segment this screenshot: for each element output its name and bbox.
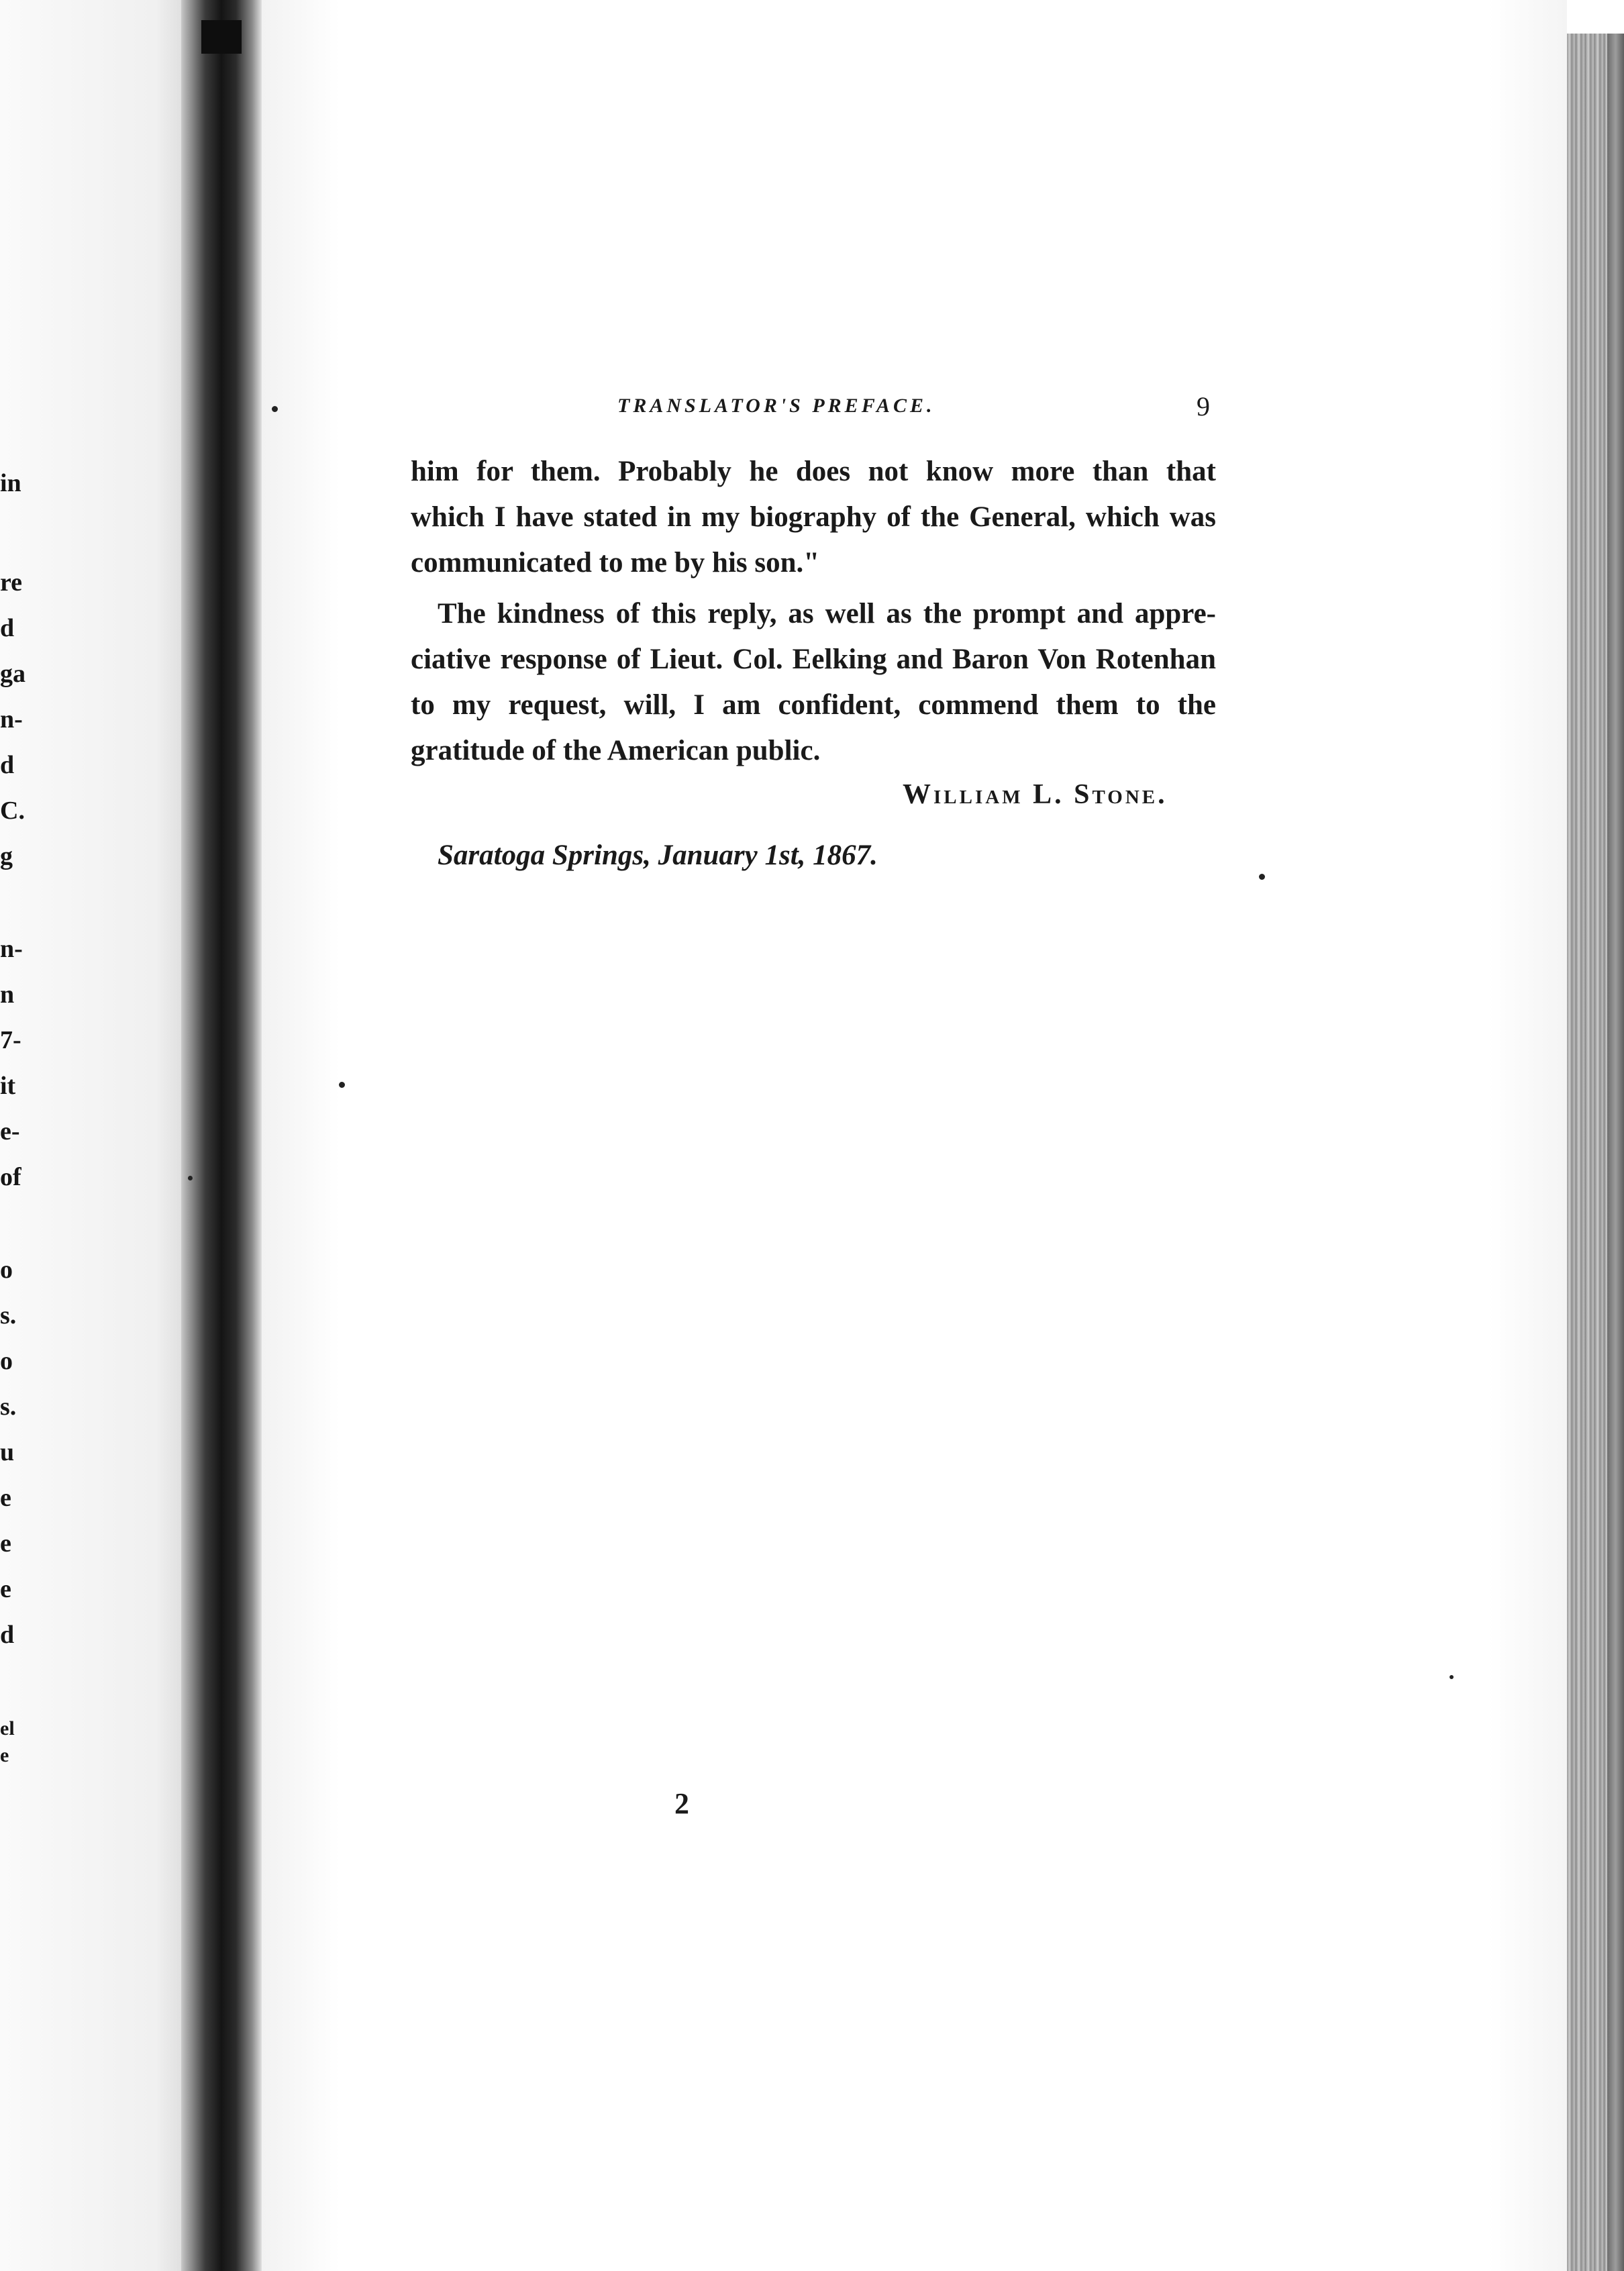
previous-page-fragment: g — [0, 842, 13, 870]
text-line: The kindness of this reply, as well as the prompt and appre- — [438, 598, 1216, 629]
book-page — [262, 0, 1567, 2271]
ink-speck — [1450, 1675, 1454, 1679]
binding-gutter-shadow — [181, 0, 262, 2271]
page-number: 9 — [1197, 391, 1210, 421]
place-and-date: Saratoga Springs, January 1st, 1867. — [438, 840, 878, 871]
text-line: to my request, will, I am confident, commend them to the — [411, 689, 1216, 721]
previous-page-fragment: el — [0, 1717, 15, 1739]
previous-page-fragment: of — [0, 1163, 21, 1191]
previous-page-fragment: 7- — [0, 1026, 21, 1054]
previous-page-fragment: C. — [0, 797, 25, 825]
ink-speck — [1259, 874, 1265, 880]
previous-page-fragment: re — [0, 568, 23, 597]
cover-edge — [1607, 34, 1624, 2271]
previous-page-fragment: d — [0, 751, 15, 779]
previous-page-fragment: n — [0, 980, 15, 1009]
previous-page-fragment: e — [0, 1575, 11, 1603]
previous-page-fragment: s. — [0, 1393, 17, 1421]
previous-page-fragment: e- — [0, 1117, 20, 1146]
previous-page-fragment: n- — [0, 705, 23, 734]
previous-page-fragment: e — [0, 1529, 11, 1558]
text-line: gratitude of the American public. — [411, 735, 821, 766]
previous-page-fragment: s. — [0, 1301, 17, 1329]
ink-speck — [188, 1176, 193, 1180]
ink-speck — [272, 406, 278, 412]
previous-page-fragment: d — [0, 1621, 15, 1649]
ink-speck — [339, 1082, 345, 1088]
previous-page-fragment: in — [0, 469, 21, 497]
previous-page-fragment: e — [0, 1744, 9, 1766]
previous-page-fragment: o — [0, 1256, 13, 1284]
binding-gutter-top — [201, 20, 242, 54]
previous-page-fragment: e — [0, 1484, 11, 1512]
previous-page-fragment: u — [0, 1438, 15, 1466]
running-head: TRANSLATOR'S PREFACE. — [617, 395, 935, 417]
author-signature: William L. Stone. — [903, 779, 1168, 810]
previous-page-fragment: n- — [0, 935, 23, 963]
text-line: which I have stated in my biography of the General, which was — [411, 501, 1216, 533]
printer-signature-mark: 2 — [674, 1787, 689, 1820]
text-line: communicated to me by his son." — [411, 547, 820, 578]
previous-page-fragment: o — [0, 1347, 13, 1375]
previous-page-fragment: d — [0, 614, 15, 642]
text-line: ciative response of Lieut. Col. Eelking and Baron Von Rotenhan — [411, 644, 1216, 675]
previous-page-fragment: it — [0, 1072, 16, 1100]
text-line: him for them. Probably he does not know more than that — [411, 456, 1216, 487]
previous-page-fragment: ga — [0, 660, 26, 688]
previous-page-edge — [0, 0, 195, 2271]
